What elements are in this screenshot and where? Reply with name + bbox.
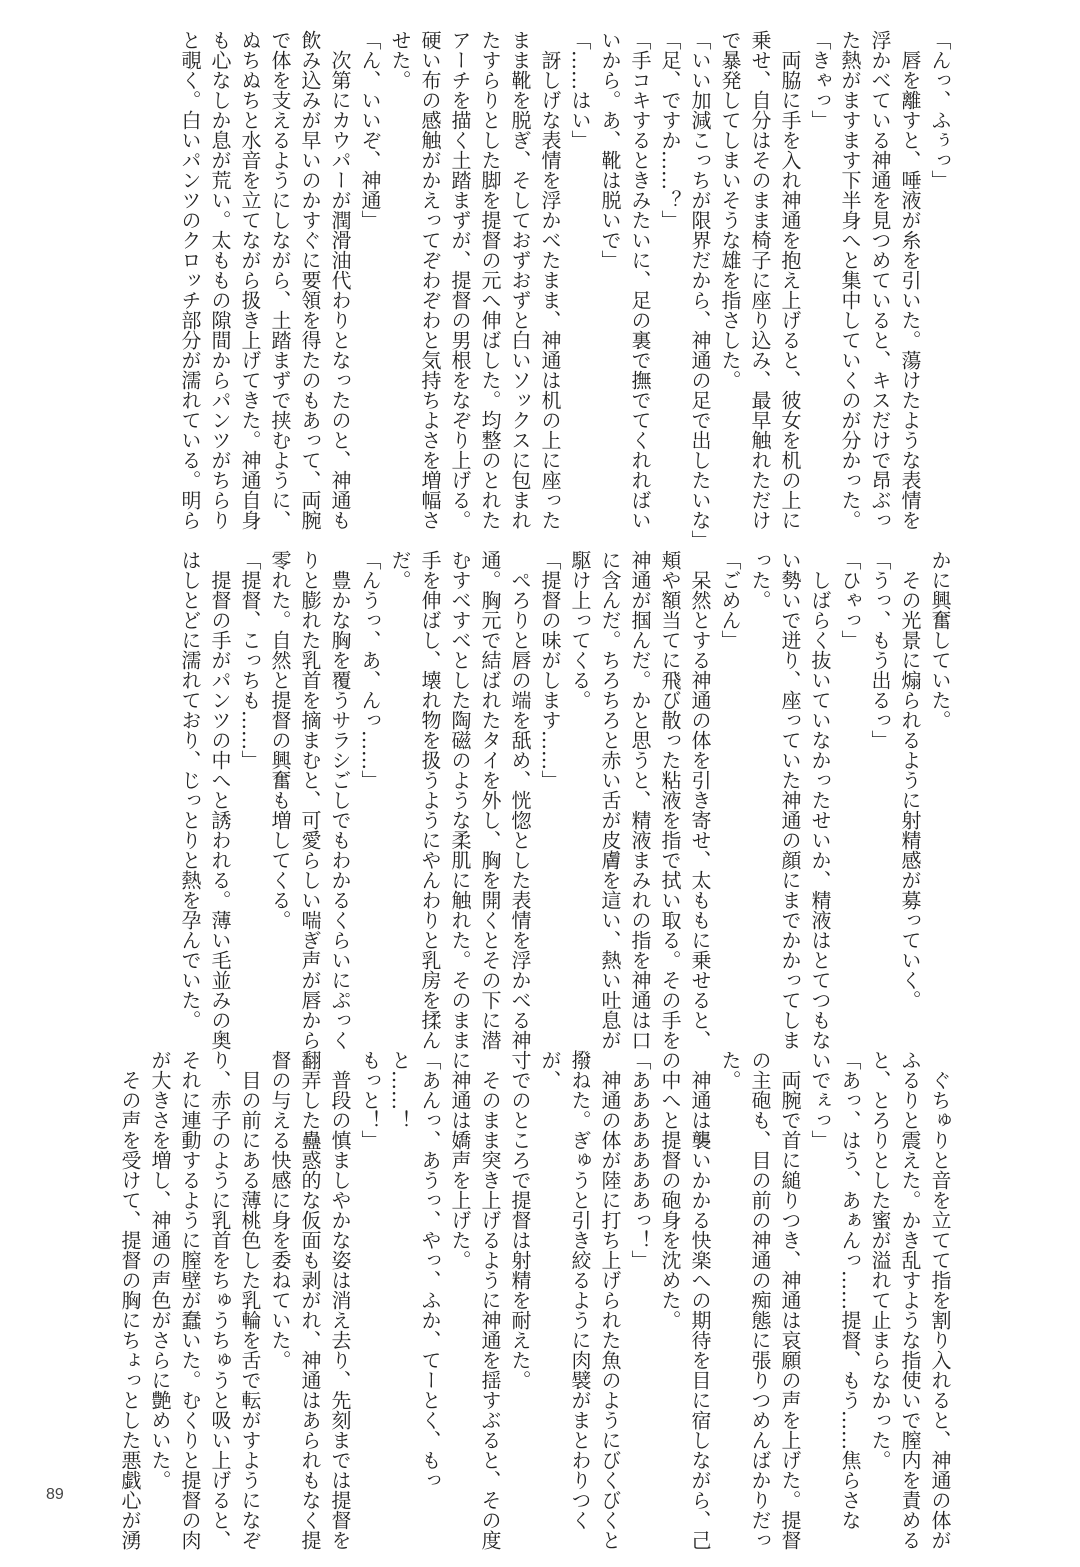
text-column: 唇を離すと、唾液が糸を引いた。蕩けたような表情を	[898, 30, 922, 530]
text-column: 「きゃっ」	[808, 30, 832, 130]
text-column: しばらく抜いていなかったせいか、精液はとてつもな	[808, 550, 832, 1050]
text-column: 神通が掴んだ。かと思うと、精液まみれの指を神通は口	[628, 550, 652, 1050]
text-column: 「……はい」	[568, 30, 592, 150]
text-column: た熱がますます下半身へと集中していくのが分かった。	[838, 30, 862, 530]
text-column: に含んだ。ちろちろと赤い舌が皮膚を這い、熱い吐息が	[598, 550, 622, 1050]
text-column: 硬い布の感触がかえってぞわぞわと気持ちよさを増幅さ	[418, 30, 442, 530]
text-column: まま靴を脱ぎ、そしておずおずと白いソックスに包まれ	[508, 30, 532, 530]
text-column: 目の前にある薄桃色した乳輪を舌で転がすようになぞ	[238, 1050, 262, 1550]
text-column: 「提督の味がします……」	[538, 550, 562, 790]
text-block-top	[175, 30, 955, 550]
text-column: かに興奮していた。	[928, 550, 952, 730]
text-column: それに連動するように膣壁が蠢いた。むくりと提督の肉	[178, 1050, 202, 1550]
text-column: も心なしか息が荒い。太ももの隙間からパンツがちらり	[208, 30, 232, 530]
text-block-middle	[175, 550, 955, 1060]
text-column: むすべすべとした陶磁のような柔肌に触れた。そのまま	[448, 550, 472, 1050]
text-column: 督の与える快感に身を委ねていた。	[268, 1050, 292, 1370]
text-column: た。	[718, 1050, 742, 1090]
text-column: の主砲も、目の前の神通の痴態に張りつめんばかりだっ	[748, 1050, 772, 1550]
text-column: 「あああああああっ！」	[628, 1050, 652, 1270]
text-column: で暴発してしまいそうな雄を指さした。	[718, 30, 742, 390]
text-column: 「んうっ、あ、んっ……」	[358, 550, 382, 790]
text-column: 「ん、いいぞ、神通」	[358, 30, 382, 230]
text-column: 豊かな胸を覆うサラシごしでもわかるくらいにぷっく	[328, 550, 352, 1050]
text-column: 両脇に手を入れ神通を抱え上げると、彼女を机の上に	[778, 30, 802, 530]
text-column: と覗く。白いパンツのクロッチ部分が濡れている。明ら	[178, 30, 202, 530]
text-column: 零れた。自然と提督の興奮も増してくる。	[268, 550, 292, 930]
text-block-bottom	[115, 1050, 955, 1560]
text-column: い勢いで迸り、座っていた神通の顔にまでかかってしま	[778, 550, 802, 1050]
text-column: 「手コキするときみたいに、足の裏で撫でてくれればい	[628, 30, 652, 530]
text-column: ぐちゅりと音を立てて指を割り入れると、神通の体が	[928, 1050, 952, 1550]
text-column: はしとどに濡れており、じっとりと熱を孕んでいた。	[178, 550, 202, 1030]
text-column: 「うっ、もう出るっ」	[868, 550, 892, 750]
text-column: 駆け上ってくる。	[568, 550, 592, 710]
text-column: った。	[748, 550, 772, 610]
text-column: 浮かべている神通を見つめていると、キスだけで昂ぶっ	[868, 30, 892, 530]
text-column: 翻弄した蠱惑的な仮面も剥がれ、神通はあられもなく提	[298, 1050, 322, 1550]
text-column: いでぇっ」	[808, 1050, 832, 1150]
text-column: 「ごめん」	[718, 550, 742, 650]
text-column: の中へと提督の砲身を沈めた。	[658, 1050, 682, 1330]
text-column: 撥ねた。ぎゅうと引き絞るように肉襞がまとわりつくが、	[538, 1050, 592, 1530]
text-column: アーチを描く土踏まずが、提督の男根をなぞり上げる。	[448, 30, 472, 530]
text-column: 神通は襲いかかる快楽への期待を目に宿しながら、己	[688, 1050, 712, 1550]
text-column: その光景に煽られるように射精感が募っていく。	[898, 550, 922, 1010]
text-column: だ。	[388, 550, 412, 590]
text-column: 「ひゃっ」	[838, 550, 862, 650]
text-column: 「いい加減こっちが限界だから、神通の足で出したいな」	[688, 30, 712, 550]
text-column: 手を伸ばし、壊れ物を扱うようにやんわりと乳房を揉ん	[418, 550, 442, 1050]
text-column: に神通は嬌声を上げた。	[448, 1050, 472, 1270]
text-column: と、とろりとした蜜が溢れて止まらなかった。	[868, 1050, 892, 1470]
text-column: ぬちぬちと水音を立てながら扱き上げてきた。神通自身	[238, 30, 262, 530]
text-column: 提督の手がパンツの中へと誘われる。薄い毛並みの奥	[208, 550, 232, 1050]
text-column: 「あっ、はう、あぁんっ……提督、もう……焦らさな	[838, 1050, 862, 1530]
text-column: 神通の体が陸に打ち上げられた魚のようにびくびくと	[598, 1050, 622, 1550]
text-column: 両腕で首に縋りつき、神通は哀願の声を上げた。提督	[778, 1050, 802, 1550]
text-column: もっと！」	[358, 1050, 382, 1150]
text-column: いから。あ、靴は脱いで」	[598, 30, 622, 270]
text-column: 飲み込みが早いのかすぐに要領を得たのもあって、両腕	[298, 30, 322, 530]
text-column: その声を受けて、提督の胸にちょっとした悪戯心が湧	[118, 1050, 142, 1550]
text-column: 「あんっ、あうっ、やっ、ふか、てーとく、もっと……！	[388, 1050, 442, 1490]
text-column: ふるりと震えた。かき乱すような指使いで膣内を責める	[898, 1050, 922, 1550]
text-column: 乗せ、自分はそのまま椅子に座り込み、最早触れただけ	[748, 30, 772, 530]
text-column: そのまま突き上げるように神通を揺すぶると、その度	[478, 1050, 502, 1550]
text-column: 普段の慎ましやかな姿は消え去り、先刻までは提督を	[328, 1050, 352, 1550]
text-column: 次第にカウパーが潤滑油代わりとなったのと、神通も	[328, 30, 352, 530]
text-column: たすらりとした脚を提督の元へ伸ばした。均整のとれた	[478, 30, 502, 530]
text-column: せた。	[388, 30, 412, 90]
text-column: 「提督、こっちも……」	[238, 550, 262, 770]
page-number: 89	[46, 1486, 64, 1503]
text-column: 「んっ、ふぅっ」	[928, 30, 952, 190]
text-column: 頬や額当てに飛び散った粘液を指で拭い取る。その手を	[658, 550, 682, 1050]
text-column: ぺろりと唇の端を舐め、恍惚とした表情を浮かべる神	[508, 550, 532, 1050]
text-column: が大きさを増し、神通の声色がさらに艶めいた。	[148, 1050, 172, 1490]
text-column: 通。胸元で結ばれたタイを外し、胸を開くとその下に潜	[478, 550, 502, 1050]
text-column: り、赤子のように乳首をちゅうちゅうと吸い上げると、	[208, 1050, 232, 1550]
text-column: りと膨れた乳首を摘まむと、可愛らしい喘ぎ声が唇から	[298, 550, 322, 1050]
text-column: 「足、ですか……？」	[658, 30, 682, 230]
text-column: 訝しげな表情を浮かべたまま、神通は机の上に座った	[538, 30, 562, 530]
text-column: 呆然とする神通の体を引き寄せ、太ももに乗せると、	[688, 550, 712, 1050]
text-column: 寸でのところで提督は射精を耐えた。	[508, 1050, 532, 1390]
text-column: で体を支えるようにしながら、土踏まずで挟むように、	[268, 30, 292, 530]
